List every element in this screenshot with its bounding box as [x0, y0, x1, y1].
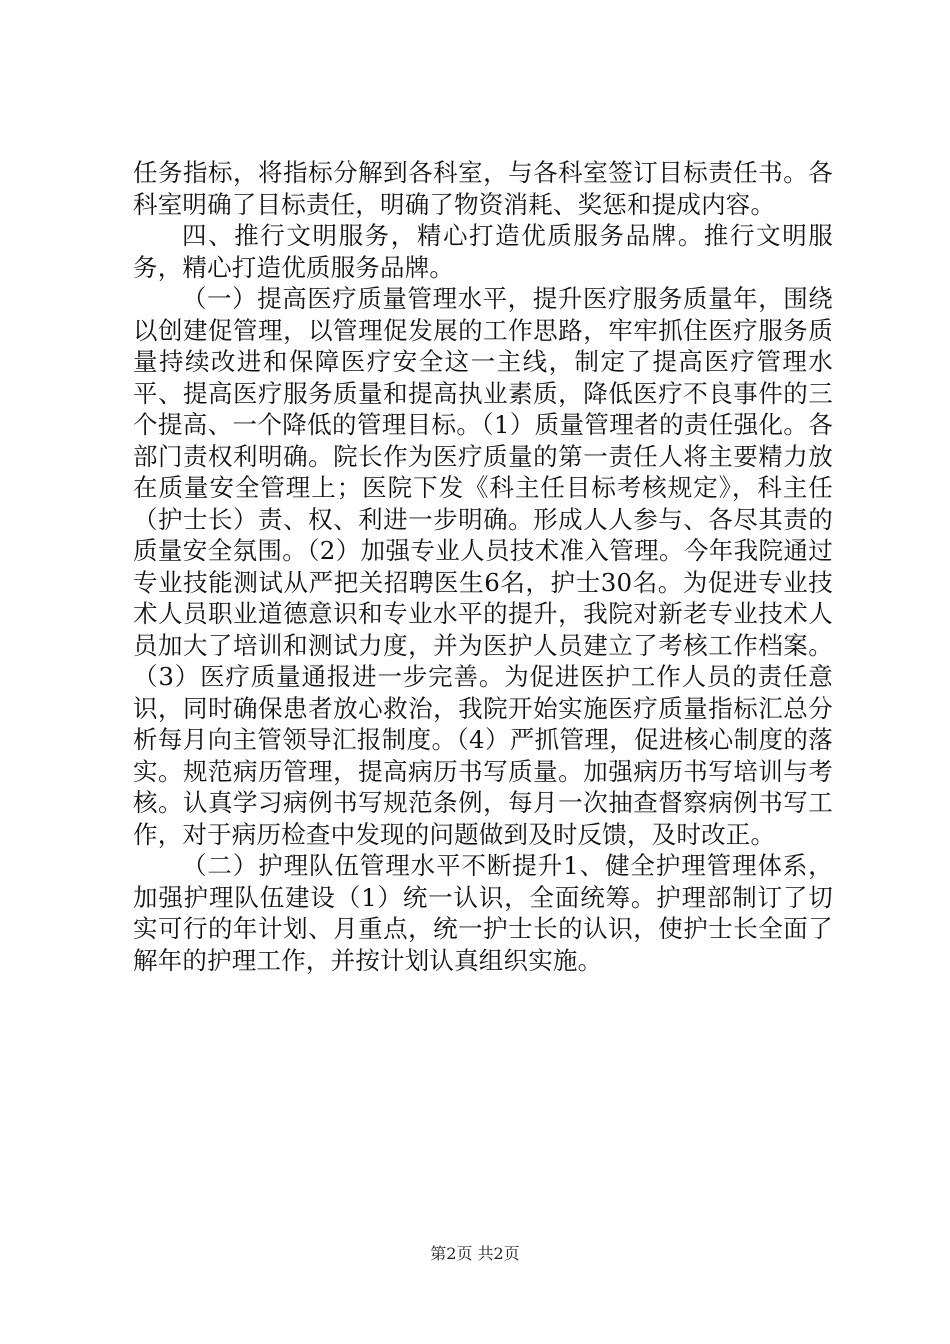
paragraph-medical-quality: （一）提高医疗质量管理水平，提升医疗服务质量年，围绕以创建促管理，以管理促发展的工作思路，牢牢抓住医疗服务质量持续改进和保障医疗安全这一主线，制定了提高医疗管理水平、提高医疗服务质量和提高执业素质，降低医疗不良事件的三个提高、一个降低的管理目标。（1）质量管理者的责任强化。各部门责权利明确。院长作为医疗质量的第一责任人将主要精力放在质量安全管理上；医院下发《科主任目标考核规定》，科主任（护士长）责、权、利进一步明确。形成人人参与、各尽其责的质量安全氛围。（2）加强专业人员技术准入管理。今年我院通过专业技能测试从严把关招聘医生6名，护士30名。为促进专业技术人员职业道德意识和专业水平的提升，我院对新老专业技术人员加大了培训和测试力度，并为医护人员建立了考核工作档案。（3）医疗质量通报进一步完善。为促进医护工作人员的责任意识，同时确保患者放心救治，我院开始实施医疗质量指标汇总分析每月向主管领导汇报制度。（4）严抓管理，促进核心制度的落实。规范病历管理，提高病历书写质量。加强病历书写培训与考核。认真学习病例书写规范条例，每月一次抽查督察病例书写工作，对于病历检查中发现的问题做到及时反馈，及时改正。 [133, 284, 833, 849]
page-footer: 第2页 共2页 [430, 1244, 520, 1263]
document-body [133, 157, 833, 976]
paragraph-continuation: 任务指标，将指标分解到各科室，与各科室签订目标责任书。各科室明确了目标责任，明确了物资消耗、奖惩和提成内容。 [133, 158, 833, 219]
paragraph-section-four: 四、推行文明服务，精心打造优质服务品牌。推行文明服务，精心打造优质服务品牌。 [133, 221, 833, 282]
paragraph-nursing-management: （二）护理队伍管理水平不断提升1、健全护理管理体系，加强护理队伍建设（1）统一认识，全面统筹。护理部制订了切实可行的年计划、月重点，统一护士长的认识，使护士长全面了解年的护理工作，并按计划认真组织实施。 [133, 851, 833, 975]
